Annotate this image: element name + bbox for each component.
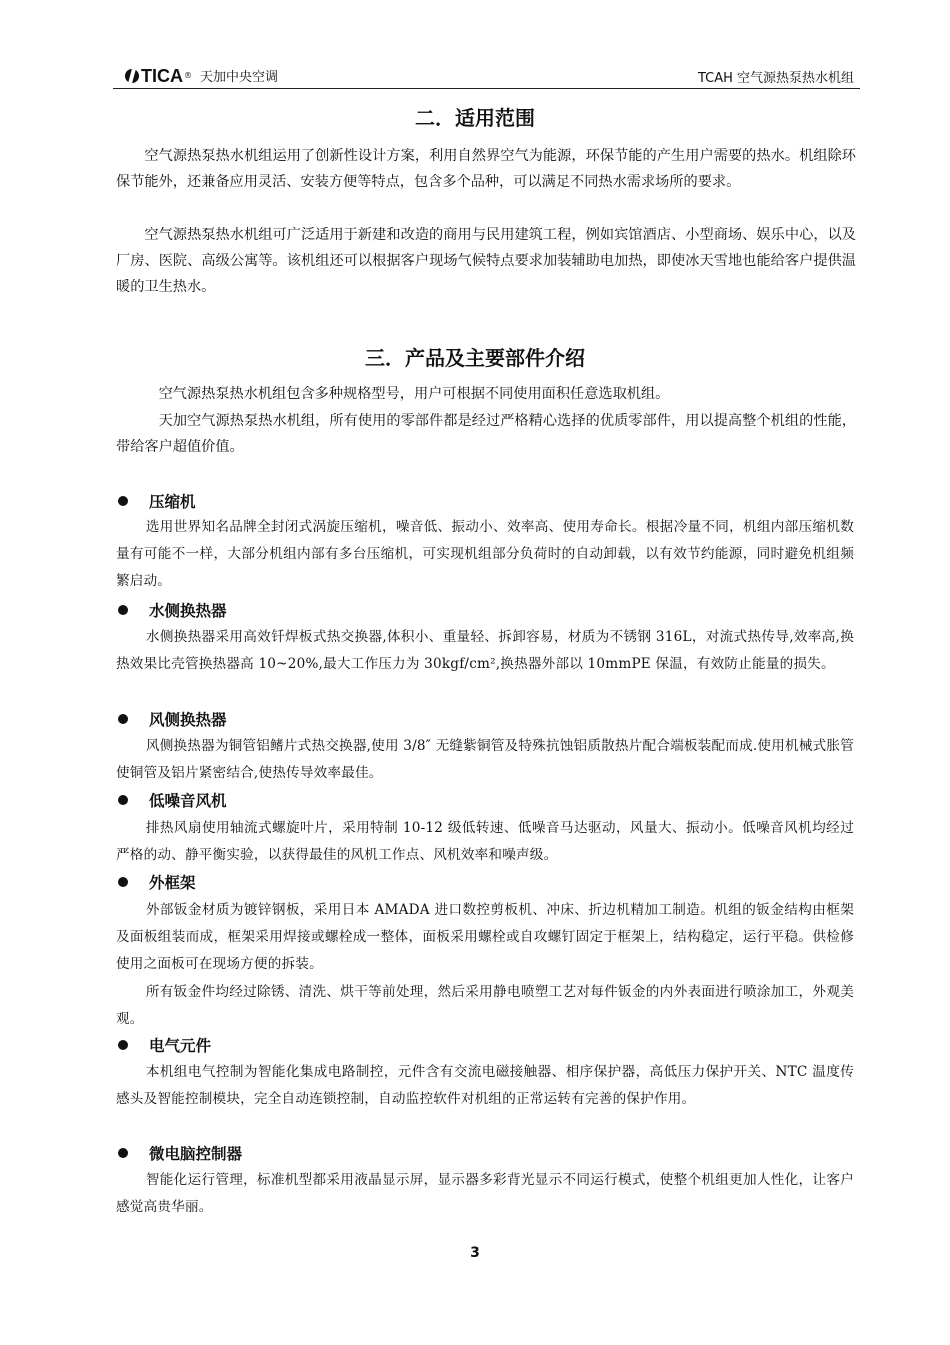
bullet-icon xyxy=(118,795,128,805)
bullet-icon xyxy=(118,1148,128,1158)
component-heading xyxy=(116,599,227,621)
section3-paragraph: 空气源热泵热水机组包含多种规格型号，用户可根据不同使用面积任意选取机组。 xyxy=(158,386,670,402)
component-heading xyxy=(116,1034,211,1056)
logo-registered-mark: ® xyxy=(184,71,192,80)
bullet-icon xyxy=(118,496,128,506)
component-heading xyxy=(116,490,196,512)
document-title: TCAH 空气源热泵热水机组 xyxy=(697,71,854,86)
section-title-products: 三．产品及主要部件介绍 xyxy=(365,346,585,370)
component-heading xyxy=(116,871,196,893)
component-name: 风侧换热器 xyxy=(149,711,227,729)
section3-paragraph: 天加空气源热泵热水机组，所有使用的零部件都是经过严格精心选择的优质零部件，用以提高整个机组的性能，带给客户超值价值。 xyxy=(116,413,856,455)
section-title-scope: 二．适用范围 xyxy=(415,106,535,130)
page-number: 3 xyxy=(470,1245,480,1261)
component-heading xyxy=(116,1142,242,1164)
company-name: 天加中央空调 xyxy=(200,70,279,85)
component-description: 水侧换热器采用高效钎焊板式热交换器,体积小、重量轻、拆卸容易，材质为不锈钢 316L，对流式热传导,效率高,换热效果比壳管换热器高 10~20%,最大工作压力为 30kgf/cm²,换热器外部以 10mmPE 保温，有效防止能量的损失。 xyxy=(116,629,854,672)
bullet-icon xyxy=(118,1040,128,1050)
section2-paragraph: 空气源热泵热水机组可广泛适用于新建和改造的商用与民用建筑工程，例如宾馆酒店、小型商场、娱乐中心，以及厂房、医院、高级公寓等。该机组还可以根据客户现场气候特点要求加装辅助电加热，即使冰天雪地也能给客户提供温暖的卫生热水。 xyxy=(116,227,856,295)
component-name: 水侧换热器 xyxy=(149,602,227,620)
component-name: 低噪音风机 xyxy=(149,792,227,810)
component-description: 排热风扇使用轴流式螺旋叶片，采用特制 10-12 级低转速、低噪音马达驱动，风量大、振动小。低噪音风机均经过严格的动、静平衡实验，以获得最佳的风机工作点、风机效率和噪声级。 xyxy=(116,820,854,863)
bullet-icon xyxy=(118,714,128,724)
tica-logo xyxy=(125,66,278,85)
component-description: 所有钣金件均经过除锈、清洗、烘干等前处理，然后采用静电喷塑工艺对每件钣金的内外表面进行喷涂加工，外观美观。 xyxy=(116,984,854,1027)
component-name: 电气元件 xyxy=(149,1037,212,1055)
component-name: 微电脑控制器 xyxy=(149,1145,243,1163)
section2-paragraph: 空气源热泵热水机组运用了创新性设计方案，利用自然界空气为能源，环保节能的产生用户需要的热水。机组除环保节能外，还兼备应用灵活、安装方便等特点，包含多个品种，可以满足不同热水需求场所的要求。 xyxy=(116,148,856,190)
component-description: 外部钣金材质为镀锌钢板，采用日本 AMADA 进口数控剪板机、冲床、折边机精加工制造。机组的钣金结构由框架及面板组装而成，框架采用焊接或螺栓成一整体，面板采用螺栓或自攻螺钉固定于框架上，结构稳定，运行平稳。供检修使用之面板可在现场方便的拆装。 xyxy=(116,902,854,972)
logo-text: TICA xyxy=(141,65,183,86)
component-heading xyxy=(116,789,227,811)
page-header xyxy=(113,60,860,89)
component-description: 智能化运行管理，标准机型都采用液晶显示屏，显示器多彩背光显示不同运行模式，使整个机组更加人性化，让客户感觉高贵华丽。 xyxy=(116,1172,854,1215)
component-heading xyxy=(116,708,227,730)
component-description: 选用世界知名品牌全封闭式涡旋压缩机，噪音低、振动小、效率高、使用寿命长。根据冷量不同，机组内部压缩机数量有可能不一样，大部分机组内部有多台压缩机，可实现机组部分负荷时的自动卸载，以有效节约能源，同时避免机组频繁启动。 xyxy=(116,519,854,589)
component-name: 外框架 xyxy=(149,874,196,892)
tica-logo-mark-icon xyxy=(125,69,139,83)
bullet-icon xyxy=(118,877,128,887)
component-name: 压缩机 xyxy=(149,493,196,511)
component-description: 本机组电气控制为智能化集成电路制控，元件含有交流电磁接触器、相序保护器，高低压力保护开关、NTC 温度传感头及智能控制模块，完全自动连锁控制，自动监控软件对机组的正常运转有完善的保护作用。 xyxy=(116,1064,854,1107)
component-description: 风侧换热器为铜管铝鳍片式热交换器,使用 3/8″ 无缝紫铜管及特殊抗蚀铝质散热片配合端板装配而成.使用机械式胀管使铜管及铝片紧密结合,使热传导效率最佳。 xyxy=(116,738,854,781)
bullet-icon xyxy=(118,605,128,615)
